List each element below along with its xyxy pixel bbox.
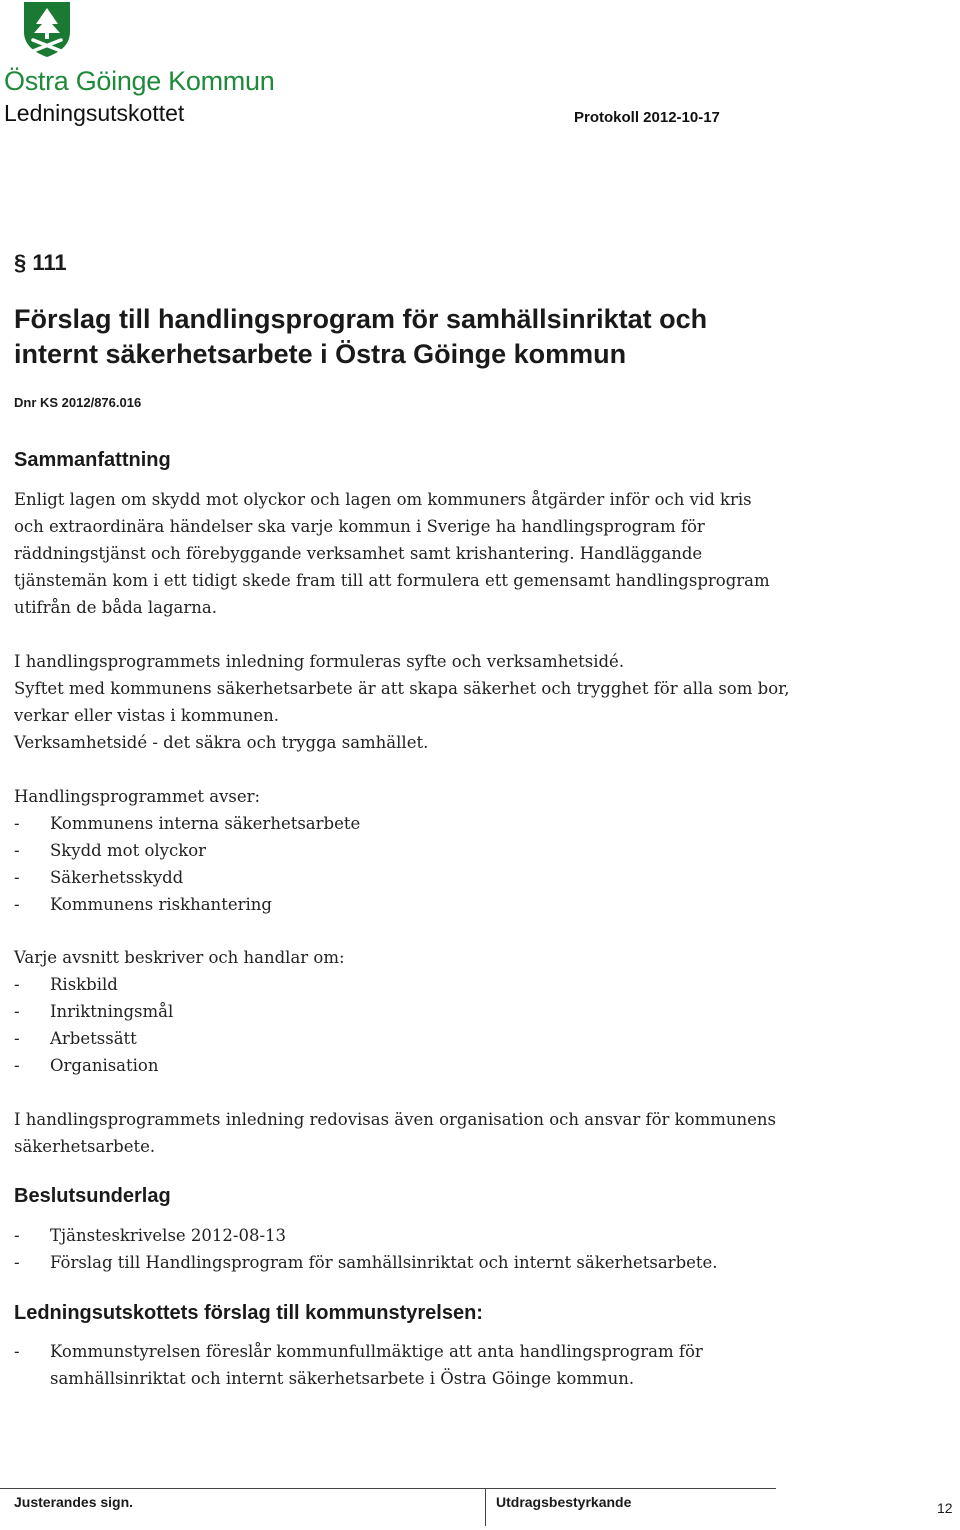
- text-line: I handlingsprogrammets inledning formuleras syfte och verksamhetsidé.: [14, 652, 625, 671]
- list-item-text: Organisation: [50, 1056, 159, 1075]
- summary-heading: Sammanfattning: [14, 449, 171, 471]
- text-line: säkerhetsarbete.: [14, 1137, 156, 1156]
- text-line: samhällsinriktat och internt säkerhetsarbete i Östra Göinge kommun.: [50, 1369, 635, 1388]
- title-line: Förslag till handlingsprogram för samhällsinriktat och: [14, 304, 708, 334]
- list-item-text: Tjänsteskrivelse 2012-08-13: [50, 1226, 287, 1245]
- list-item-text: Förslag till Handlingsprogram för samhällsinriktat och internt säkerhetsarbete.: [50, 1253, 718, 1272]
- signature-label: Justerandes sign.: [14, 1494, 134, 1510]
- summary-paragraph-3: [14, 1106, 804, 1160]
- list-item-text: Arbetssätt: [50, 1029, 137, 1048]
- footer-divider: [485, 1489, 486, 1526]
- list-item-text: Kommunens riskhantering: [50, 895, 272, 914]
- list-item-text: Inriktningsmål: [50, 1002, 174, 1021]
- text-line: tjänstemän kom i ett tidigt skede fram till att formulera ett gemensamt handlingsprogram: [14, 571, 770, 590]
- text-line: räddningstjänst och förebyggande verksamhet samt krishantering. Handläggande: [14, 544, 703, 563]
- list-item: [14, 1052, 345, 1079]
- text-line: Kommunstyrelsen föreslår kommunfullmäktige att anta handlingsprogram för: [50, 1342, 703, 1361]
- list-item: [14, 1025, 345, 1052]
- list-dash: -: [14, 895, 20, 914]
- case-number: Dnr KS 2012/876.016: [14, 395, 142, 410]
- protocol-date: Protokoll 2012-10-17: [574, 109, 720, 126]
- list-item-text: [50, 1338, 703, 1392]
- list-item: [14, 1222, 718, 1249]
- section-topics-list: [14, 944, 345, 1079]
- department-name: Ledningsutskottet: [4, 100, 185, 126]
- text-line: och extraordinära händelser ska varje kommun i Sverige ha handlingsprogram för: [14, 517, 705, 536]
- summary-paragraph-1: [14, 486, 804, 621]
- list-dash: -: [14, 868, 20, 887]
- list-item-text: Säkerhetsskydd: [50, 868, 184, 887]
- basis-heading: Beslutsunderlag: [14, 1185, 171, 1207]
- list-intro: Handlingsprogrammet avser:: [14, 787, 261, 806]
- list-dash: -: [14, 1002, 20, 1021]
- certification-label: Utdragsbestyrkande: [496, 1494, 632, 1510]
- page-title: [14, 302, 914, 372]
- municipal-coat-of-arms-icon: [22, 0, 72, 58]
- list-dash: -: [14, 814, 20, 833]
- list-item: [14, 1338, 703, 1392]
- footer-rule: [0, 1488, 776, 1489]
- list-item: [14, 810, 360, 837]
- list-item: [14, 971, 345, 998]
- list-dash: -: [14, 1226, 20, 1245]
- list-item-text: Riskbild: [50, 975, 118, 994]
- text-line: Enligt lagen om skydd mot olyckor och lagen om kommuners åtgärder inför och vid kris: [14, 490, 752, 509]
- organization-name: Östra Göinge Kommun: [4, 66, 275, 96]
- list-item-text: Kommunens interna säkerhetsarbete: [50, 814, 361, 833]
- list-dash: -: [14, 975, 20, 994]
- text-line: utifrån de båda lagarna.: [14, 598, 217, 617]
- list-item: [14, 998, 345, 1025]
- title-line: internt säkerhetsarbete i Östra Göinge kommun: [14, 339, 627, 369]
- list-item-text: Skydd mot olyckor: [50, 841, 207, 860]
- text-line: I handlingsprogrammets inledning redovisas även organisation och ansvar för kommunens: [14, 1110, 777, 1129]
- list-dash: -: [14, 1029, 20, 1048]
- list-dash: -: [14, 1253, 20, 1272]
- list-item: [14, 1249, 718, 1276]
- list-intro: Varje avsnitt beskriver och handlar om:: [14, 948, 345, 967]
- list-dash: -: [14, 1056, 20, 1075]
- proposal-heading: Ledningsutskottets förslag till kommunstyrelsen:: [14, 1302, 483, 1324]
- program-scope-list: [14, 783, 360, 918]
- summary-paragraph-2: [14, 648, 804, 756]
- proposal-list: [14, 1338, 703, 1392]
- list-dash: -: [14, 841, 20, 860]
- list-dash: -: [14, 1342, 20, 1361]
- list-item: [14, 891, 360, 918]
- basis-list: [14, 1222, 718, 1276]
- text-line: verkar eller vistas i kommunen.: [14, 706, 280, 725]
- text-line: Syftet med kommunens säkerhetsarbete är att skapa säkerhet och trygghet för alla som bor,: [14, 679, 790, 698]
- text-line: Verksamhetsidé - det säkra och trygga samhället.: [14, 733, 429, 752]
- page-number: 12: [937, 1500, 953, 1516]
- list-item: [14, 864, 360, 891]
- section-number: § 111: [14, 250, 67, 275]
- list-item: [14, 837, 360, 864]
